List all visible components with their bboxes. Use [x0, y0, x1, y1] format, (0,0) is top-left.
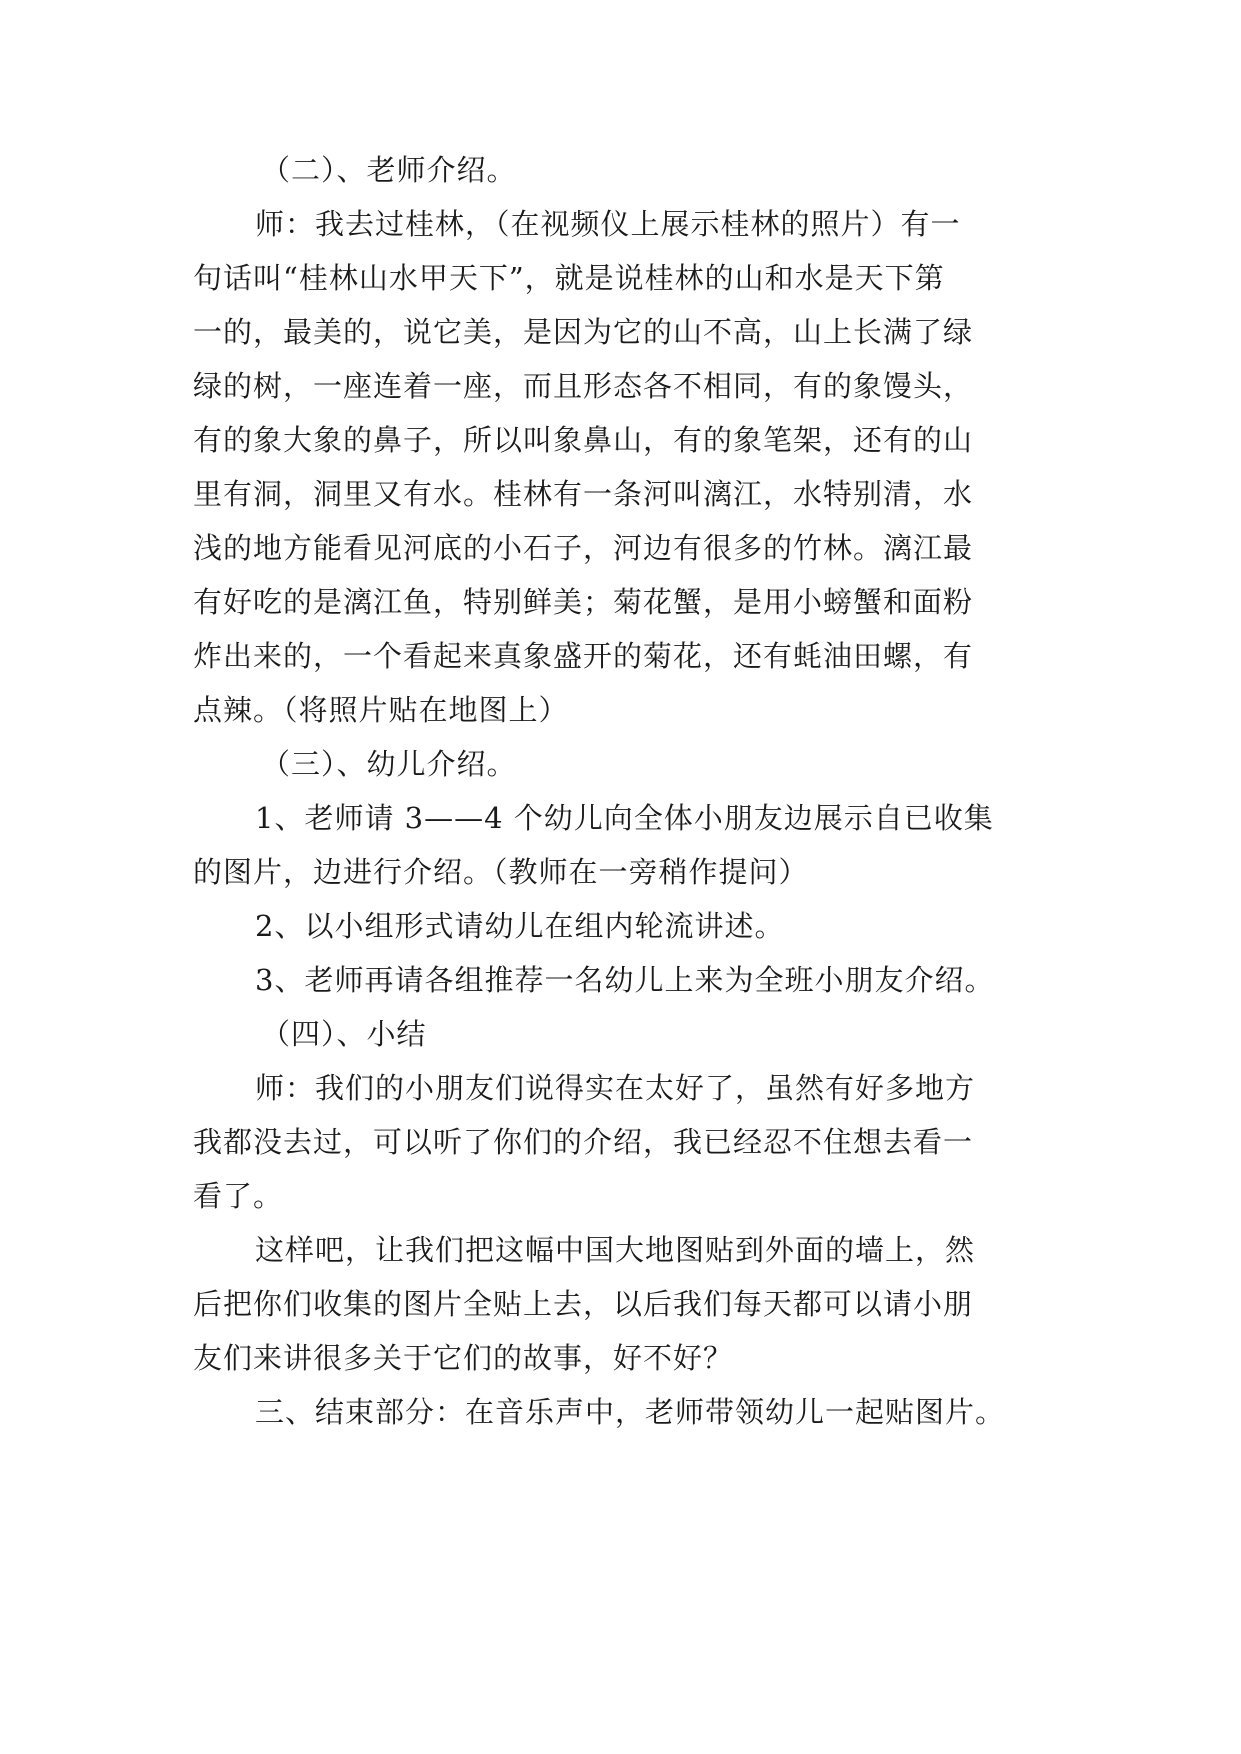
list-item-1: 1、老师请 3——4 个幼儿向全体小朋友边展示自已收集 — [255, 801, 994, 835]
paragraph-line: 句话叫“桂林山水甲天下”，就是说桂林的山和水是天下第 — [193, 261, 945, 295]
paragraph-line: 师：我们的小朋友们说得实在太好了，虽然有好多地方 — [255, 1071, 976, 1105]
paragraph-line: 友们来讲很多关于它们的故事，好不好？ — [193, 1341, 734, 1375]
paragraph-line: 这样吧，让我们把这幅中国大地图贴到外面的墙上，然 — [255, 1233, 976, 1267]
paragraph-line: 炸出来的，一个看起来真象盛开的菊花，还有蚝油田螺，有 — [193, 639, 974, 673]
paragraph-line: 点辣。（将照片贴在地图上） — [193, 693, 569, 727]
paragraph-line: 里有洞，洞里又有水。桂林有一条河叫漓江，水特别清，水 — [193, 477, 974, 511]
paragraph-line: 一的，最美的，说它美，是因为它的山不高，山上长满了绿 — [193, 315, 974, 349]
document-page — [193, 0, 1073, 1754]
heading-closing: 三、结束部分：在音乐声中，老师带领幼儿一起贴图片。 — [255, 1395, 1006, 1429]
paragraph-line: 的图片，边进行介绍。（教师在一旁稍作提问） — [193, 855, 809, 889]
paragraph-line: 有好吃的是漓江鱼，特别鲜美；菊花蟹，是用小螃蟹和面粉 — [193, 585, 974, 619]
heading-child-intro: （三）、幼儿介绍。 — [261, 747, 517, 781]
paragraph-line: 有的象大象的鼻子，所以叫象鼻山，有的象笔架，还有的山 — [193, 423, 974, 457]
paragraph-line: 后把你们收集的图片全贴上去，以后我们每天都可以请小朋 — [193, 1287, 974, 1321]
heading-teacher-intro: （二）、老师介绍。 — [261, 153, 517, 187]
list-item-2: 2、以小组形式请幼儿在组内轮流讲述。 — [255, 909, 785, 943]
paragraph-line: 浅的地方能看见河底的小石子，河边有很多的竹林。漓江最 — [193, 531, 974, 565]
paragraph-line: 看了。 — [193, 1179, 284, 1213]
heading-summary: （四）、小结 — [261, 1017, 427, 1051]
list-item-3: 3、老师再请各组推荐一名幼儿上来为全班小朋友介绍。 — [255, 963, 995, 997]
paragraph-line: 我都没去过，可以听了你们的介绍，我已经忍不住想去看一 — [193, 1125, 974, 1159]
paragraph-line: 师：我去过桂林，（在视频仪上展示桂林的照片）有一 — [255, 207, 961, 241]
paragraph-line: 绿的树，一座连着一座，而且形态各不相同，有的象馒头， — [193, 369, 974, 403]
